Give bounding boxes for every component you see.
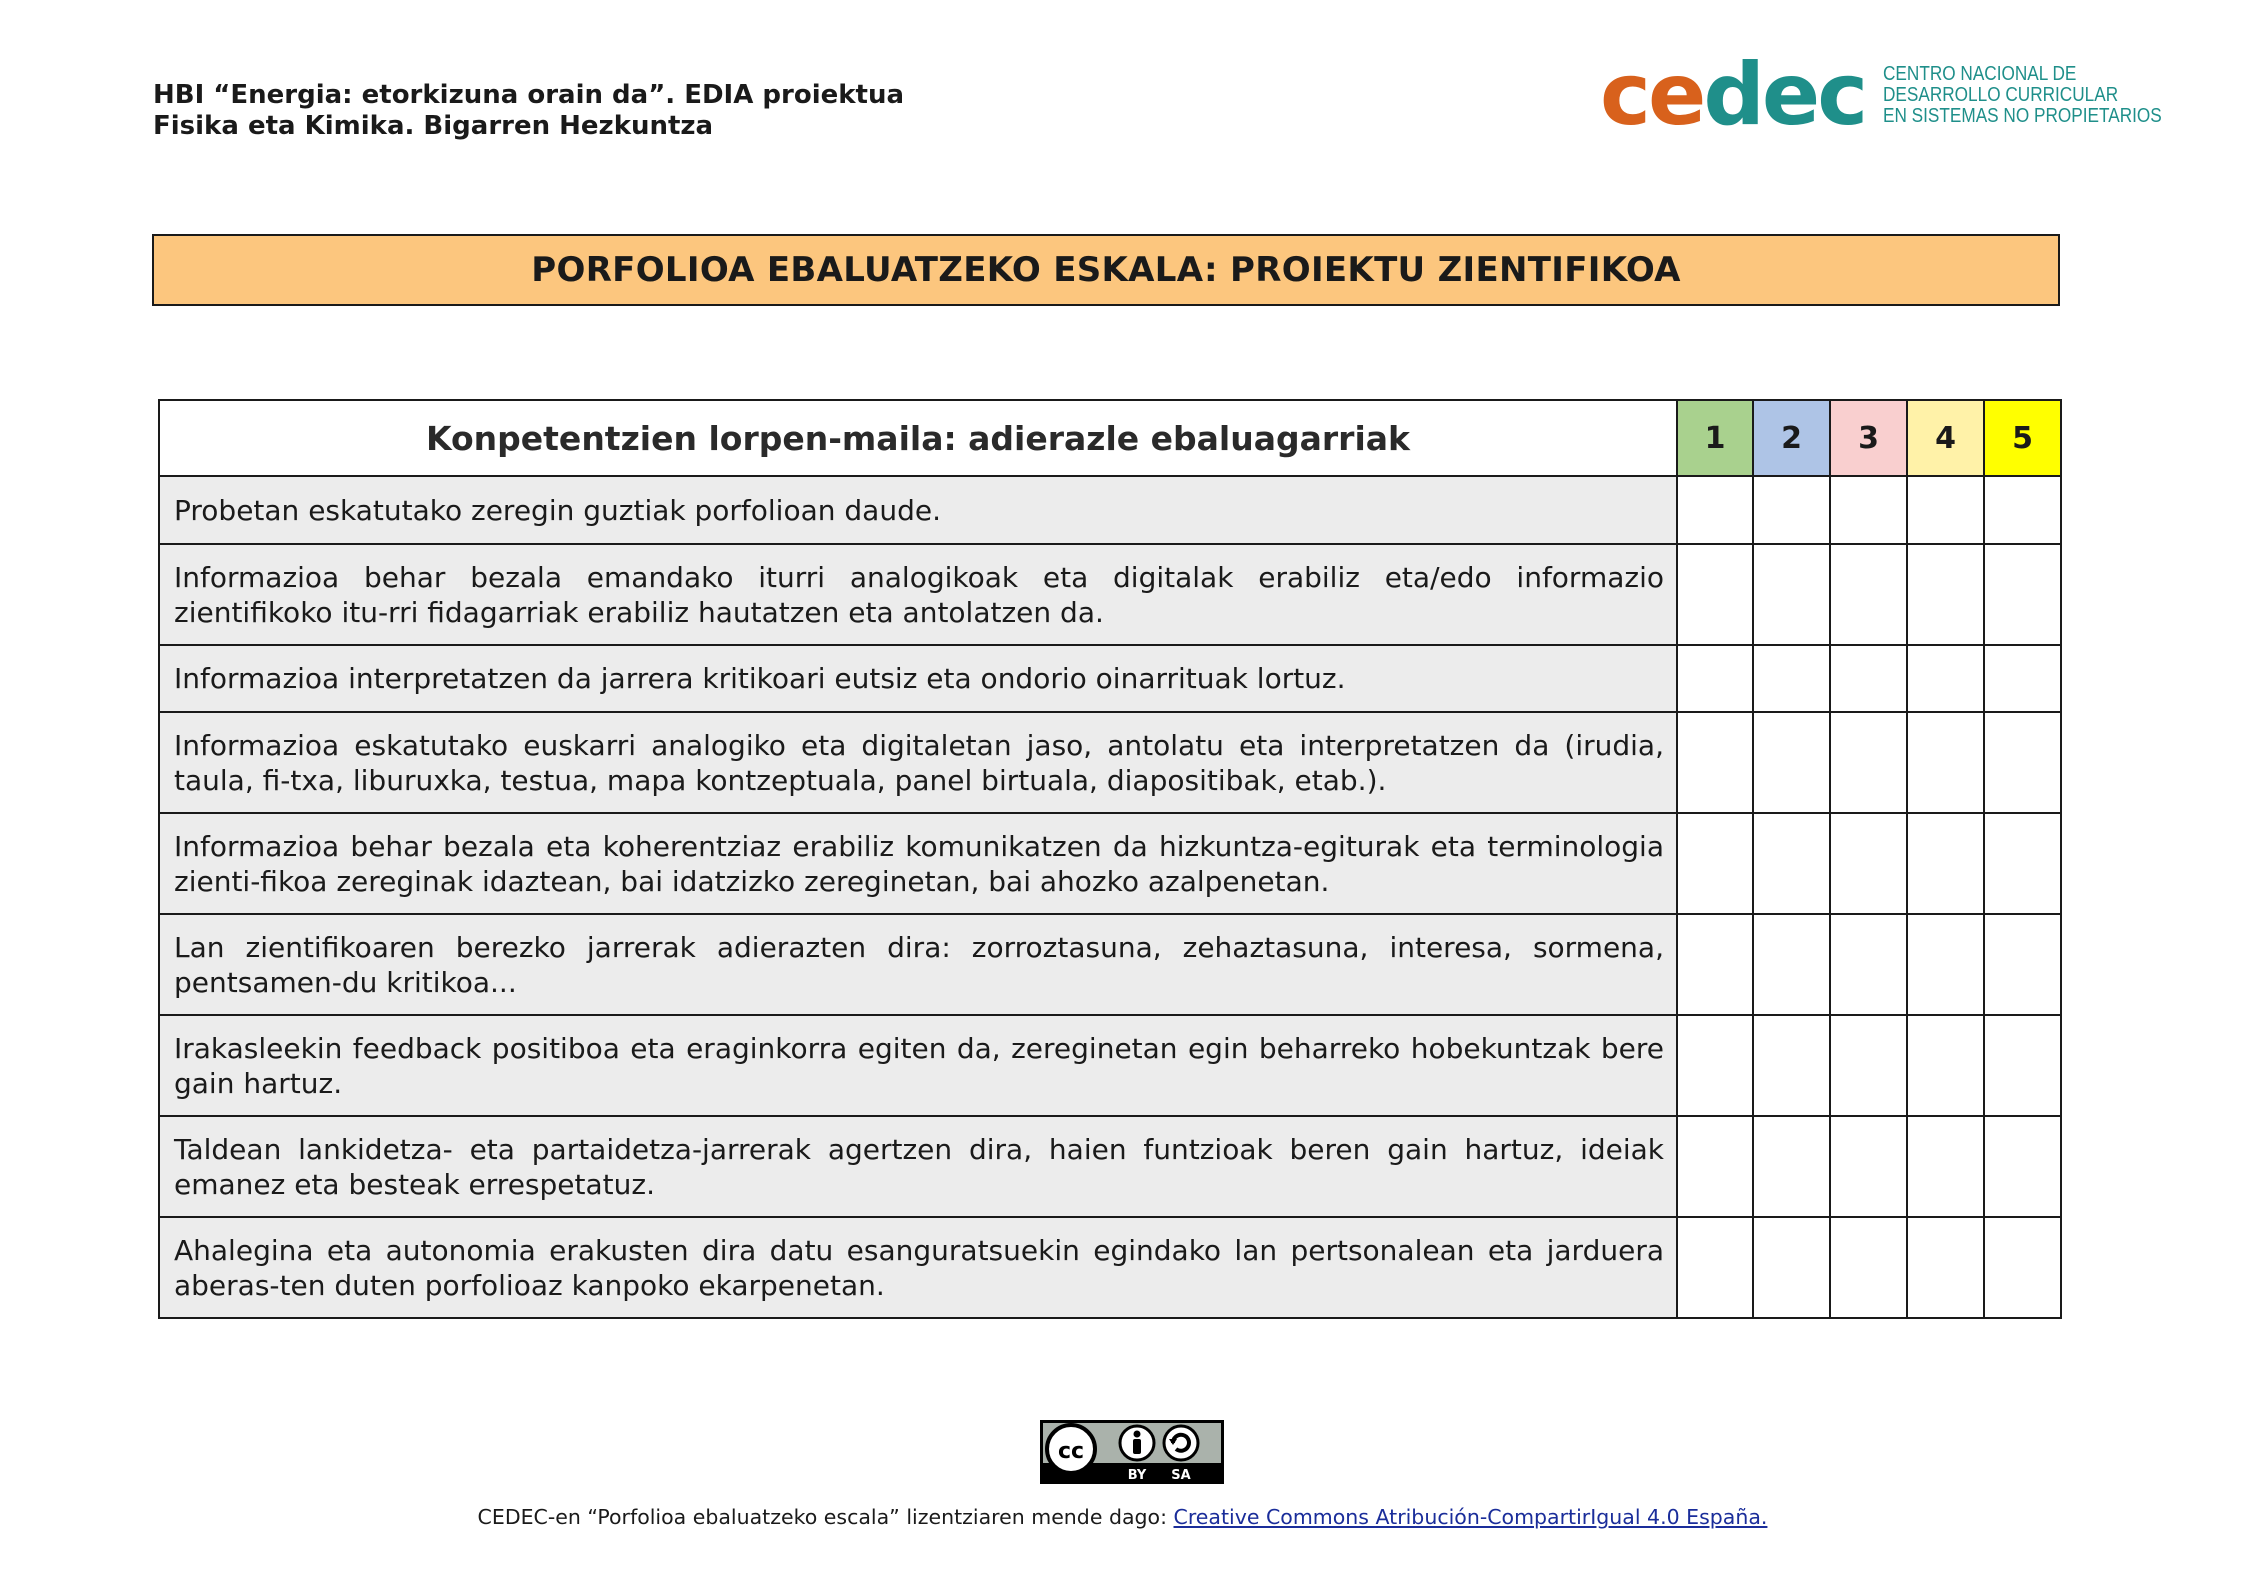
score-cell-3[interactable] [1830,914,1907,1015]
score-cell-1[interactable] [1677,813,1753,914]
score-cell-4[interactable] [1907,1015,1984,1116]
score-cell-1[interactable] [1677,1116,1753,1217]
score-cell-1[interactable] [1677,1217,1753,1318]
cedec-logo [1600,45,2207,145]
score-cell-2[interactable] [1753,1015,1830,1116]
score-header-3: 3 [1830,400,1907,476]
criterion-text: Probetan eskatutako zeregin guztiak porfolioan daude. [159,476,1677,544]
score-cell-3[interactable] [1830,544,1907,645]
score-cell-1[interactable] [1677,645,1753,712]
score-cell-5[interactable] [1984,914,2061,1015]
table-row [159,1116,2061,1217]
table-row [159,476,2061,544]
score-cell-3[interactable] [1830,645,1907,712]
sa-icon [1164,1426,1198,1460]
header-project-line: HBI “Energia: etorkizuna orain da”. EDIA proiektua [153,80,905,110]
table-row [159,1015,2061,1116]
score-cell-3[interactable] [1830,712,1907,813]
cedec-logo-subtitle: CENTRO NACIONAL DE DESARROLLO CURRICULAR EN SISTEMAS NO PROPIETARIOS [1883,62,2162,127]
score-cell-3[interactable] [1830,813,1907,914]
score-cell-4[interactable] [1907,914,1984,1015]
criterion-text: Irakasleekin feedback positiboa eta eraginkorra egiten da, zereginetan egin beharreko hobekuntzak bere gain hartuz. [159,1015,1677,1116]
criteria-column-header: Konpetentzien lorpen-maila: adierazle ebaluagarriak [159,400,1677,476]
score-cell-1[interactable] [1677,544,1753,645]
score-cell-3[interactable] [1830,476,1907,544]
score-cell-5[interactable] [1984,1116,2061,1217]
score-header-2: 2 [1753,400,1830,476]
score-cell-2[interactable] [1753,645,1830,712]
score-cell-3[interactable] [1830,1217,1907,1318]
score-cell-5[interactable] [1984,476,2061,544]
license-footer [0,1505,2245,1529]
assessment-scale-table [158,399,2062,1319]
score-cell-4[interactable] [1907,544,1984,645]
table-row [159,813,2061,914]
score-cell-1[interactable] [1677,476,1753,544]
score-cell-1[interactable] [1677,712,1753,813]
score-cell-4[interactable] [1907,645,1984,712]
score-cell-5[interactable] [1984,712,2061,813]
license-link[interactable]: Creative Commons Atribución-CompartirIgual 4.0 España. [1173,1505,1768,1529]
table-row [159,914,2061,1015]
table-row [159,712,2061,813]
score-cell-5[interactable] [1984,645,2061,712]
score-cell-2[interactable] [1753,914,1830,1015]
score-cell-2[interactable] [1753,712,1830,813]
score-cell-5[interactable] [1984,544,2061,645]
criterion-text: Lan zientifikoaren berezko jarrerak adierazten dira: zorroztasuna, zehaztasuna, interesa, sormena, pentsamen-du kritikoa... [159,914,1677,1015]
score-header-1: 1 [1677,400,1753,476]
criterion-text: Informazioa eskatutako euskarri analogiko eta digitaletan jaso, antolatu eta interpretatzen da (irudia, taula, fi-txa, liburuxka, testua, mapa kontzeptuala, panel birtuala, diapositibak, etab.). [159,712,1677,813]
score-cell-4[interactable] [1907,1116,1984,1217]
page-title: PORFOLIOA EBALUATZEKO ESKALA: PROIEKTU ZIENTIFIKOA [152,234,2060,306]
score-cell-4[interactable] [1907,813,1984,914]
header-subject-line: Fisika eta Kimika. Bigarren Hezkuntza [153,111,714,141]
score-cell-5[interactable] [1984,813,2061,914]
score-cell-2[interactable] [1753,813,1830,914]
criterion-text: Informazioa behar bezala eta koherentziaz erabiliz komunikatzen da hizkuntza-egiturak eta terminologia zienti-fikoa zereginak idaztean, bai idatzizko zereginetan, bai ahozko azalpenetan. [159,813,1677,914]
score-cell-3[interactable] [1830,1015,1907,1116]
score-cell-1[interactable] [1677,914,1753,1015]
score-cell-2[interactable] [1753,1217,1830,1318]
criterion-text: Informazioa behar bezala emandako iturri analogikoak eta digitalak erabiliz eta/edo informazio zientifikoko itu-rri fidagarriak erabiliz hautatzen eta antolatzen da. [159,544,1677,645]
table-row [159,645,2061,712]
score-cell-4[interactable] [1907,1217,1984,1318]
criterion-text: Ahalegina eta autonomia erakusten dira datu esanguratsuekin egindako lan pertsonalean eta jarduera aberas-ten duten porfolioaz kanpoko ekarpenetan. [159,1217,1677,1318]
score-header-5: 5 [1984,400,2061,476]
score-header-4: 4 [1907,400,1984,476]
score-cell-5[interactable] [1984,1015,2061,1116]
svg-text:cc: cc [1057,1439,1085,1464]
table-header-row [159,400,2061,476]
criterion-text: Informazioa interpretatzen da jarrera kritikoari eutsiz eta ondorio oinarrituak lortuz. [159,645,1677,712]
cedec-logo-wordmark: cedec [1600,45,1866,145]
score-cell-2[interactable] [1753,544,1830,645]
svg-text:BY: BY [1127,1468,1147,1483]
score-cell-2[interactable] [1753,476,1830,544]
criterion-text: Taldean lankidetza- eta partaidetza-jarrerak agertzen dira, haien funtzioak beren gain hartuz, ideiak emanez eta besteak errespetatuz. [159,1116,1677,1217]
svg-text:SA: SA [1171,1468,1191,1483]
cc-by-sa-license-badge [1039,1419,1225,1485]
score-cell-2[interactable] [1753,1116,1830,1217]
table-row [159,1217,2061,1318]
score-cell-3[interactable] [1830,1116,1907,1217]
document-header [153,80,904,142]
score-cell-4[interactable] [1907,712,1984,813]
score-cell-1[interactable] [1677,1015,1753,1116]
table-row [159,544,2061,645]
license-text: CEDEC-en “Porfolioa ebaluatzeko escala” lizentziaren mende dago: [477,1505,1174,1529]
score-cell-5[interactable] [1984,1217,2061,1318]
score-cell-4[interactable] [1907,476,1984,544]
